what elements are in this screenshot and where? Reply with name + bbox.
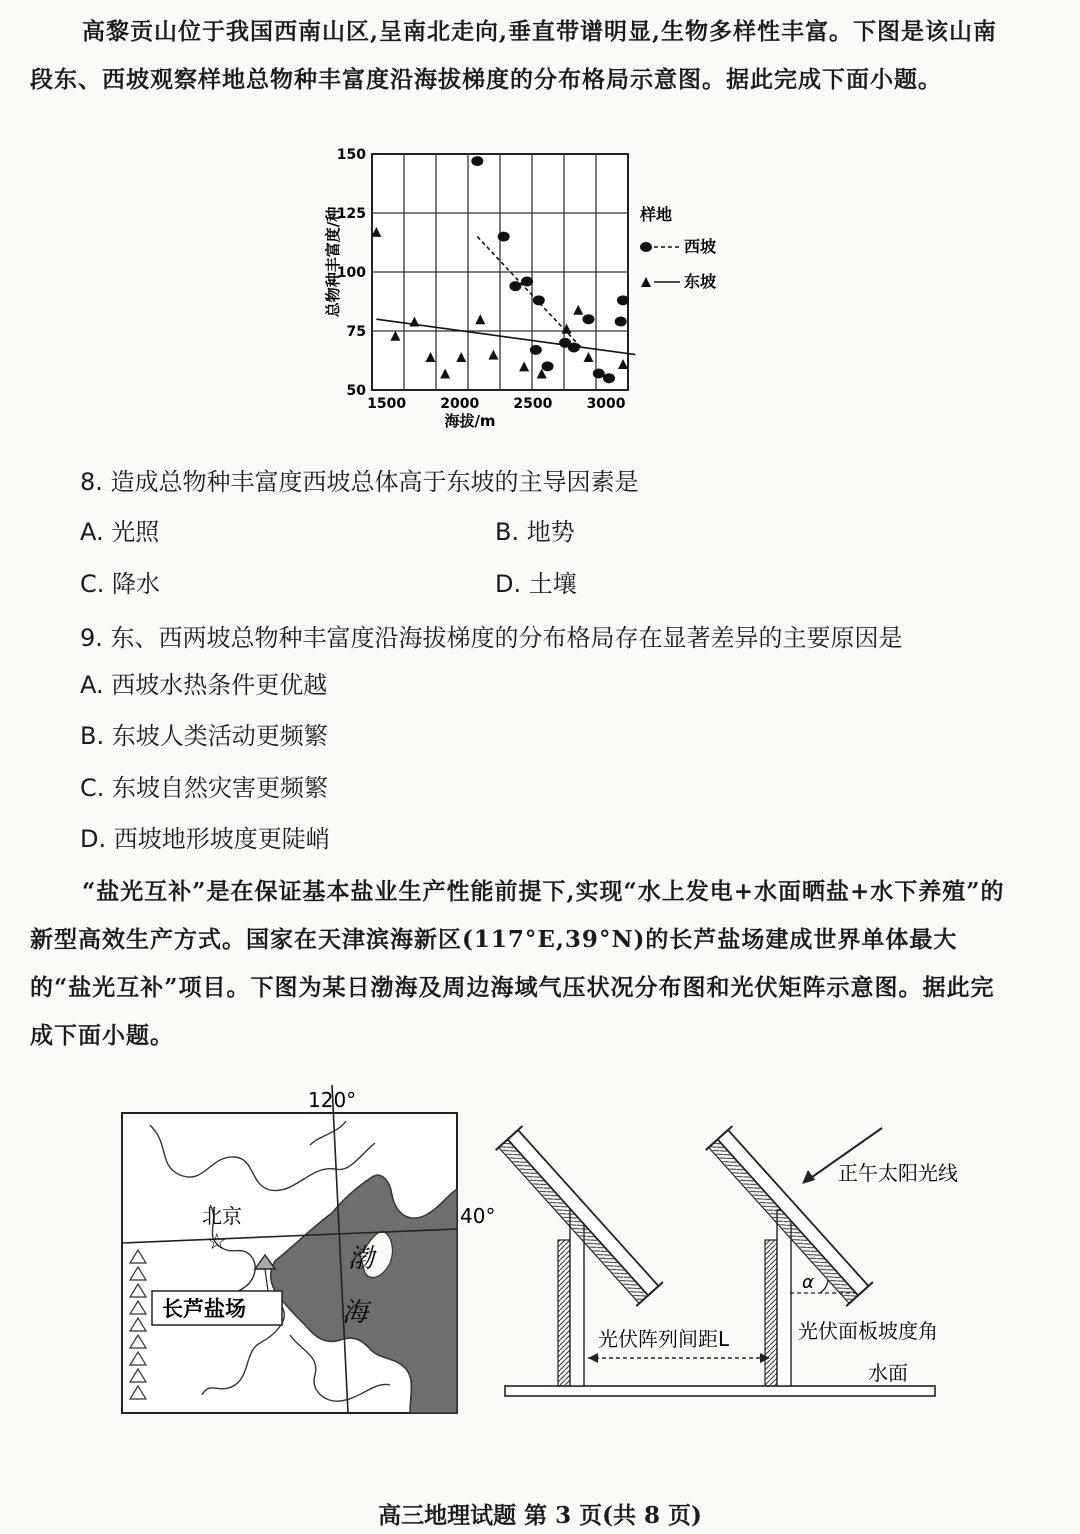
x-tick-label: 2000 [440, 396, 480, 412]
beijing-star-icon: ☆ [207, 1230, 227, 1255]
west-slope-point [509, 281, 521, 291]
west-slope-point [498, 232, 510, 242]
sun-label: 正午太阳光线 [838, 1161, 958, 1185]
y-tick-label: 125 [336, 206, 366, 222]
west-slope-point [593, 368, 605, 378]
q9-option-a[interactable]: A. 西坡水热条件更优越 [80, 671, 328, 699]
x-tick-label: 2500 [513, 396, 553, 412]
water-surface [505, 1386, 935, 1396]
y-tick-label: 150 [336, 147, 366, 163]
passage-1: 高黎贡山位于我国西南山区,呈南北走向,垂直带谱明显,生物多样性丰富。下图是该山南段东、西坡观察样地总物种丰富度沿海拔梯度的分布格局示意图。据此完成下面小题。 [30, 18, 998, 93]
question-8: 8. 造成总物种丰富度西坡总体高于东坡的主导因素是 [80, 468, 639, 496]
x-tick-label: 1500 [367, 396, 407, 412]
legend-label: 东坡 [684, 272, 717, 291]
water-label: 水面 [868, 1361, 908, 1385]
west-slope-point [533, 295, 545, 305]
bohai-map [110, 1085, 500, 1420]
latitude-label: 40° [460, 1204, 496, 1228]
changlu-label: 长芦盐场 [162, 1297, 246, 1321]
pv-array-diagram [490, 1110, 960, 1420]
y-axis-label: 总物种丰富度/种 [324, 206, 342, 318]
q8-option-a[interactable]: A. 光照 [80, 518, 160, 546]
west-slope-point [583, 314, 595, 324]
west-slope-point [542, 361, 554, 371]
q8-option-c[interactable]: C. 降水 [80, 570, 161, 598]
x-axis-label: 海拔/m [444, 412, 496, 430]
species-richness-chart [300, 140, 740, 440]
y-tick-label: 100 [336, 265, 366, 281]
west-slope-point [603, 373, 615, 383]
spacing-label: 光伏阵列间距L [598, 1327, 730, 1351]
legend-east-marker [641, 277, 651, 287]
alpha-label: α [802, 1272, 814, 1293]
west-slope-point [530, 345, 542, 355]
west-slope-point [615, 317, 627, 327]
y-tick-label: 75 [346, 324, 366, 340]
angle-label: 光伏面板坡度角 [798, 1319, 938, 1343]
question-9: 9. 东、西两坡总物种丰富度沿海拔梯度的分布格局存在显著差异的主要原因是 [80, 624, 903, 652]
sea-label-2: 海 [342, 1298, 369, 1328]
legend-label: 西坡 [684, 237, 717, 256]
q9-option-b[interactable]: B. 东坡人类活动更频繁 [80, 722, 328, 750]
legend-title: 样地 [640, 205, 673, 224]
page-footer: 高三地理试题 第 3 页(共 8 页) [378, 1502, 702, 1529]
legend-west-marker [640, 242, 652, 252]
q9-option-d[interactable]: D. 西坡地形坡度更陡峭 [80, 825, 330, 853]
q8-option-d[interactable]: D. 土壤 [495, 570, 577, 598]
passage-2: “盐光互补”是在保证基本盐业生产性能前提下,实现“水上发电+水面晒盐+水下养殖”的新型高效生产方式。国家在天津滨海新区(117°E,39°N)的长芦盐场建成世界单体最大的“盐光互补”项目。下图为某日渤海及周边海域气压状况分布图和光伏矩阵示意图。据此完成下面小题。 [30, 878, 1005, 1049]
beijing-label: 北京 [202, 1204, 242, 1228]
west-slope-point [471, 156, 483, 166]
y-tick-label: 50 [346, 383, 366, 399]
sea-label-1: 渤 [348, 1244, 375, 1274]
q9-option-c[interactable]: C. 东坡自然灾害更频繁 [80, 774, 329, 802]
west-slope-point [617, 295, 629, 305]
longitude-label: 120° [308, 1088, 357, 1112]
q8-option-b[interactable]: B. 地势 [495, 518, 575, 546]
x-tick-label: 3000 [586, 396, 626, 412]
